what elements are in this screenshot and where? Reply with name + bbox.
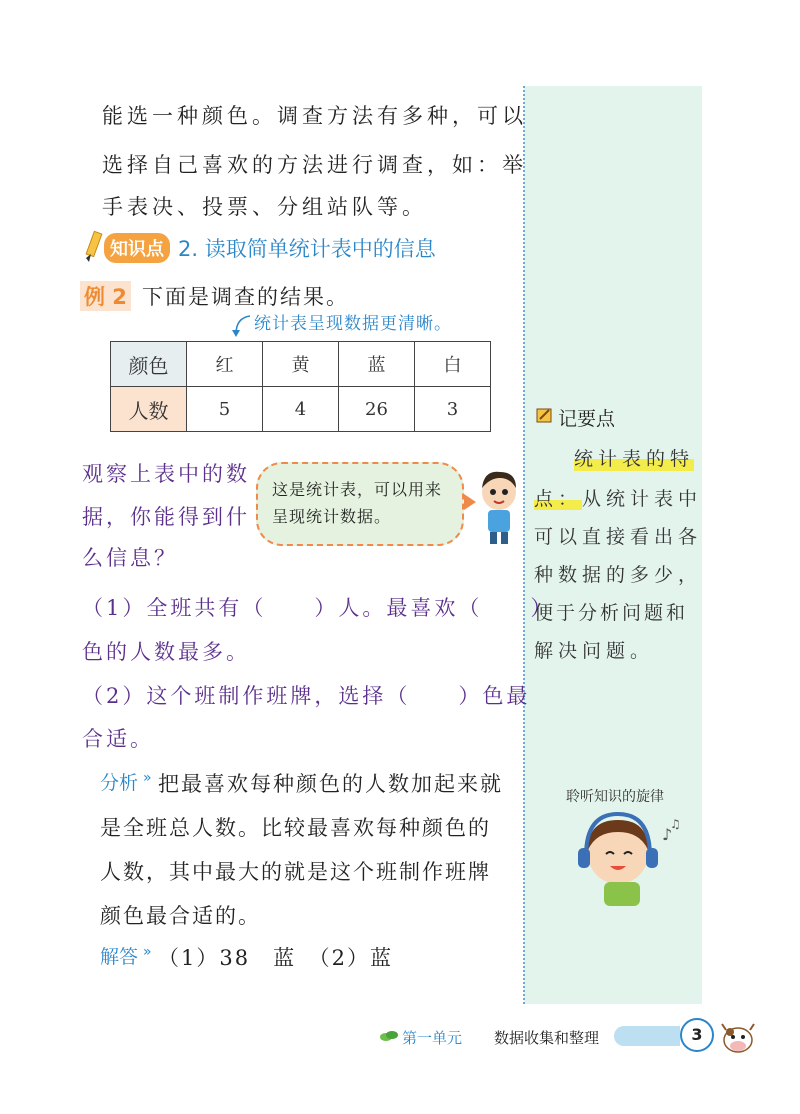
table-cell-color: 蓝 [339, 342, 415, 387]
sidebar-line-2: 点：从统计表中 [534, 488, 703, 510]
table-cell-count: 3 [415, 387, 491, 432]
answer-marker-icon: » [143, 944, 152, 960]
table-cell-color: 白 [415, 342, 491, 387]
leaf-icon [380, 1028, 398, 1042]
statistics-table [110, 341, 491, 432]
table-cell-color: 黄 [263, 342, 339, 387]
sidebar-line-6: 解决问题。 [534, 640, 655, 662]
question-2-line-2: 合适。 [82, 727, 154, 751]
svg-text:♫: ♫ [670, 817, 681, 831]
question-line-2: 据，你能得到什 [82, 505, 250, 529]
example-note: 统计表呈现数据更清晰。 [254, 314, 452, 334]
analysis-marker-icon: » [143, 770, 152, 786]
intro-line-1: 能选一种颜色。调查方法有多种，可以 [102, 104, 527, 128]
question-1-line-1: （1）全班共有（ ）人。最喜欢（ ） [82, 596, 555, 620]
music-caption: 聆听知识的旋律 [566, 789, 664, 805]
analysis-label: 分析 [100, 772, 139, 794]
example-text: 下面是调查的结果。 [142, 285, 349, 309]
question-line-3: 么信息？ [82, 546, 178, 570]
table-cell-count: 4 [263, 387, 339, 432]
answer-label: 解答 [100, 946, 139, 968]
table-row-colors [111, 342, 491, 387]
table-row-counts [111, 387, 491, 432]
intro-line-3: 手表决、投票、分组站队等。 [102, 195, 427, 219]
analysis-line-2: 是全班总人数。比较最喜欢每种颜色的 [100, 816, 491, 840]
boy-character-icon [474, 468, 524, 548]
sidebar-line-5: 便于分析问题和 [534, 602, 689, 624]
sidebar-line-1: 统计表的特 [574, 444, 694, 471]
table-cell-color: 红 [187, 342, 263, 387]
analysis-line-3: 人数，其中最大的就是这个班制作班牌 [100, 860, 491, 884]
table-cell-count: 5 [187, 387, 263, 432]
footer-unit-title: 数据收集和整理 [494, 1029, 600, 1047]
svg-text:♪: ♪ [662, 825, 673, 844]
table-header-color: 颜色 [111, 342, 187, 387]
page-number: 3 [680, 1018, 714, 1052]
notebook-icon [536, 406, 554, 424]
sidebar-title: 记要点 [558, 408, 616, 430]
footer-unit: 第一单元 [402, 1029, 463, 1047]
answer-text: （1）38 蓝 （2）蓝 [158, 946, 393, 970]
knowledge-title: 2. 读取简单统计表中的信息 [178, 237, 436, 261]
girl-headphones-icon [570, 810, 682, 906]
example-label: 例 2 [80, 281, 131, 311]
cow-mascot-icon [718, 1018, 758, 1058]
knowledge-badge: 知识点 [104, 233, 170, 263]
question-2-line-1: （2）这个班制作班牌，选择（ ）色最 [82, 684, 531, 708]
analysis-line-4: 颜色最合适的。 [100, 904, 261, 928]
footer-decor-bar [614, 1026, 680, 1046]
note-arrow-icon [230, 312, 252, 338]
sidebar-line-4: 种数据的多少， [534, 564, 703, 586]
intro-line-2: 选择自己喜欢的方法进行调查，如：举 [102, 153, 527, 177]
table-header-count: 人数 [111, 387, 187, 432]
speech-bubble: 这是统计表，可以用来呈现统计数据。 [256, 462, 464, 546]
table-cell-count: 26 [339, 387, 415, 432]
question-1-line-2: 色的人数最多。 [82, 640, 250, 664]
sidebar-line-3: 可以直接看出各 [534, 526, 703, 548]
question-line-1: 观察上表中的数 [82, 462, 250, 486]
analysis-line-1: 把最喜欢每种颜色的人数加起来就 [158, 772, 503, 796]
